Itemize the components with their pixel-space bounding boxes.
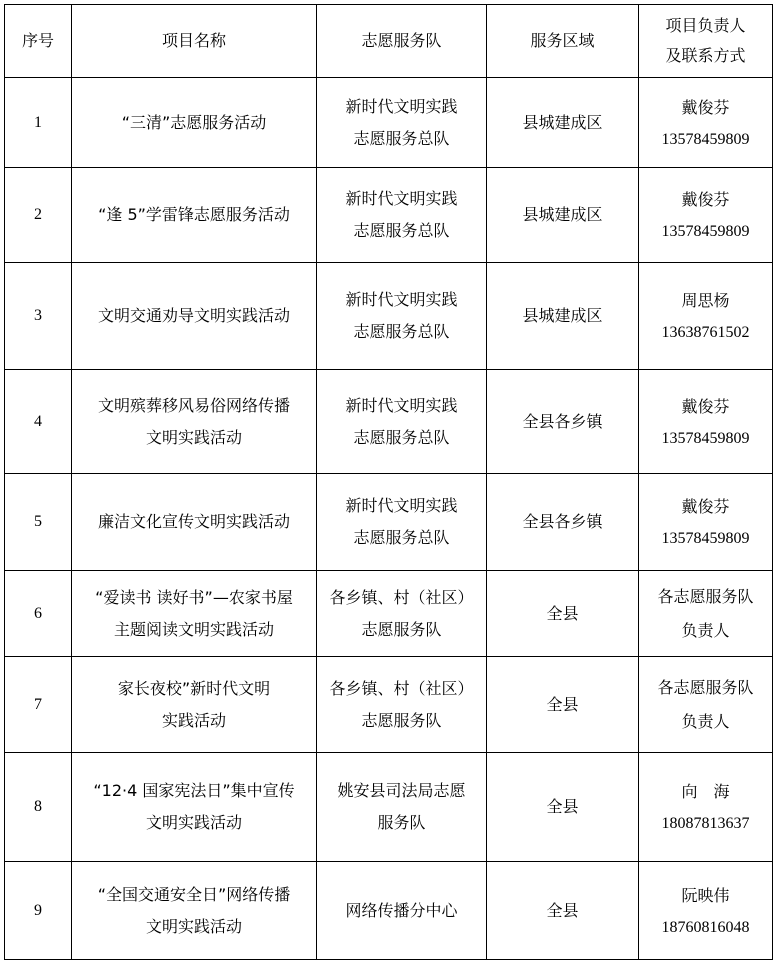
- volunteer-team-line: 网络传播分中心: [345, 900, 458, 920]
- contact-person: 戴俊芬: [681, 97, 730, 117]
- project-name-cell: [72, 263, 317, 370]
- contact-cell: [639, 753, 773, 862]
- contact-phone: 13578459809: [661, 223, 750, 240]
- row-number: 3: [5, 263, 72, 370]
- project-name-line: 实践活动: [161, 710, 226, 730]
- table-row: [5, 78, 773, 168]
- table-row: [5, 657, 773, 753]
- project-name-cell: [72, 474, 317, 571]
- volunteer-team-line: 各乡镇、村（社区）: [329, 678, 474, 698]
- volunteer-team-line: 新时代文明实践: [345, 395, 458, 415]
- table-row: [5, 571, 773, 657]
- contact-role: 负责人: [681, 711, 730, 731]
- header-project: 项目名称: [72, 5, 317, 78]
- contact-cell: [639, 168, 773, 263]
- table-row: [5, 263, 773, 370]
- project-name-cell: [72, 370, 317, 474]
- volunteer-team-line: 志愿服务总队: [353, 128, 450, 148]
- contact-cell: [639, 474, 773, 571]
- contact-person: 戴俊芬: [681, 396, 730, 416]
- project-name-line: “12·4 国家宪法日”集中宣传: [93, 781, 295, 800]
- project-name-line: 主题阅读文明实践活动: [113, 619, 274, 639]
- contact-phone: 18087813637: [661, 815, 750, 832]
- volunteer-team-line: 各乡镇、村（社区）: [329, 587, 474, 607]
- volunteer-team-line: 志愿服务队: [361, 710, 442, 730]
- contact-phone: 13578459809: [661, 429, 750, 447]
- contact-cell: [639, 78, 773, 168]
- contact-person: 阮映伟: [681, 885, 730, 905]
- service-area-cell: 县城建成区: [487, 78, 639, 168]
- project-name-cell: [72, 168, 317, 263]
- header-contact: [639, 5, 773, 78]
- project-name-line: 文明殡葬移风易俗网络传播: [97, 395, 290, 415]
- row-number: 2: [5, 168, 72, 263]
- volunteer-team-cell: [317, 263, 487, 370]
- contact-phone: 13578459809: [661, 130, 750, 148]
- table-row: [5, 370, 773, 474]
- service-area-cell: 全县: [487, 657, 639, 753]
- service-area-cell: 全县: [487, 571, 639, 657]
- row-number: 7: [5, 657, 72, 753]
- table-row: [5, 474, 773, 571]
- volunteer-team-cell: [317, 862, 487, 960]
- contact-person: 戴俊芬: [681, 190, 730, 209]
- service-area-cell: 全县各乡镇: [487, 474, 639, 571]
- contact-cell: [639, 657, 773, 753]
- table-row: [5, 168, 773, 263]
- volunteer-team-line: 服务队: [377, 813, 426, 832]
- row-number: 8: [5, 753, 72, 862]
- row-number: 9: [5, 862, 72, 960]
- header-no: 序号: [5, 5, 72, 78]
- contact-cell: [639, 263, 773, 370]
- project-name-line: “爱读书 读好书”—农家书屋: [95, 587, 293, 607]
- volunteer-team-line: 志愿服务队: [361, 619, 442, 639]
- contact-person: 向 海: [681, 782, 730, 801]
- volunteer-team-cell: [317, 370, 487, 474]
- project-name-line: 家长夜校”新时代文明: [117, 678, 271, 698]
- contact-role: 负责人: [681, 620, 730, 640]
- volunteer-team-line: 志愿服务总队: [353, 322, 450, 341]
- volunteer-team-cell: [317, 78, 487, 168]
- volunteer-team-line: 志愿服务总队: [353, 221, 450, 240]
- project-name-line: 文明实践活动: [145, 916, 242, 936]
- contact-person: 各志愿服务队: [657, 677, 754, 697]
- volunteer-project-table: [4, 4, 773, 960]
- volunteer-team-line: 姚安县司法局志愿: [337, 781, 466, 800]
- row-number: 1: [5, 78, 72, 168]
- volunteer-team-cell: [317, 753, 487, 862]
- volunteer-team-cell: [317, 571, 487, 657]
- header-team: 志愿服务队: [317, 5, 487, 78]
- table-row: [5, 862, 773, 960]
- project-name-line: “逢 5”学雷锋志愿服务活动: [98, 205, 290, 224]
- volunteer-team-line: 新时代文明实践: [345, 96, 458, 116]
- contact-person: 戴俊芬: [681, 497, 730, 516]
- header-contact-line2: 及联系方式: [665, 46, 746, 65]
- volunteer-team-line: 志愿服务总队: [353, 427, 450, 447]
- contact-person: 周思杨: [681, 291, 730, 310]
- contact-cell: [639, 862, 773, 960]
- volunteer-team-cell: [317, 168, 487, 263]
- service-area-cell: 县城建成区: [487, 263, 639, 370]
- volunteer-team-cell: [317, 474, 487, 571]
- project-name-cell: [72, 78, 317, 168]
- project-name-line: 文明交通劝导文明实践活动: [97, 306, 290, 325]
- contact-cell: [639, 571, 773, 657]
- project-name-line: 文明实践活动: [145, 427, 242, 447]
- service-area-cell: 县城建成区: [487, 168, 639, 263]
- contact-person: 各志愿服务队: [657, 586, 754, 606]
- project-name-cell: [72, 862, 317, 960]
- contact-cell: [639, 370, 773, 474]
- project-name-line: 廉洁文化宣传文明实践活动: [97, 512, 290, 531]
- contact-phone: 13578459809: [661, 530, 750, 547]
- header-contact-line1: 项目负责人: [665, 16, 746, 35]
- project-name-line: “全国交通安全日”网络传播: [97, 884, 291, 904]
- row-number: 5: [5, 474, 72, 571]
- project-name-line: 文明实践活动: [145, 813, 242, 832]
- row-number: 4: [5, 370, 72, 474]
- header-row: [5, 5, 773, 78]
- project-name-line: “三清”志愿服务活动: [121, 112, 267, 132]
- project-name-cell: [72, 753, 317, 862]
- project-name-cell: [72, 657, 317, 753]
- contact-phone: 18760816048: [661, 918, 750, 936]
- header-area: 服务区域: [487, 5, 639, 78]
- project-name-cell: [72, 571, 317, 657]
- service-area-cell: 全县: [487, 753, 639, 862]
- volunteer-team-line: 新时代文明实践: [345, 189, 458, 208]
- row-number: 6: [5, 571, 72, 657]
- volunteer-team-line: 新时代文明实践: [345, 290, 458, 309]
- service-area-cell: 全县: [487, 862, 639, 960]
- service-area-cell: 全县各乡镇: [487, 370, 639, 474]
- table-row: [5, 753, 773, 862]
- volunteer-team-line: 新时代文明实践: [345, 496, 458, 515]
- contact-phone: 13638761502: [661, 324, 750, 341]
- volunteer-team-line: 志愿服务总队: [353, 528, 450, 547]
- volunteer-team-cell: [317, 657, 487, 753]
